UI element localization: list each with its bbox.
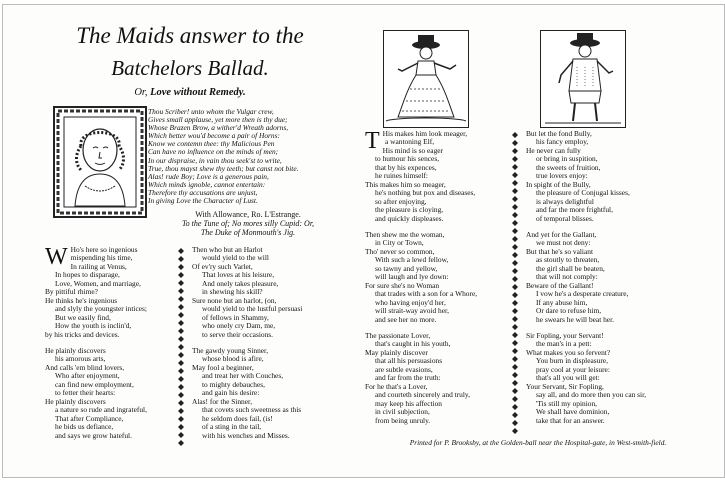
ballad-line-text: In spight of the Bully, — [526, 179, 591, 189]
prologue-verse — [148, 108, 343, 205]
ballad-line-text: who onely cry Dam, me, — [202, 321, 276, 331]
ballad-line-text: He plainly discovers — [45, 396, 106, 406]
ballad-line-text: But that he's so valiant — [526, 246, 594, 256]
ballad-line-text: and slyly the youngster intices; — [55, 304, 147, 314]
printer-colophon: Printed for P. Brooksby, at the Golden-ball near the Hospital-gate, in West-smith-field. — [409, 438, 667, 447]
ballad-line-text: For sure she's no Woman — [365, 280, 440, 290]
ballad-line-text: and see her no more. — [375, 314, 437, 324]
ballad-line-text: pray cool at your leisure: — [536, 364, 610, 374]
ballad-line-text: The passionate Lover, — [365, 330, 431, 340]
ballad-line-text: May fool a beginner, — [192, 362, 254, 372]
ballad-line-text: Alas! for the Sinner, — [192, 396, 253, 406]
ballad-line-text: What makes you so fervent? — [526, 347, 611, 357]
verse-line: Know we contemn thee: thy Malicious Pen — [148, 139, 275, 149]
ballad-line-text: This makes him so meager, — [365, 179, 446, 189]
ballad-line-text: How the youth is inclin'd, — [55, 321, 132, 331]
ballad-line-text: And calls 'em blind lovers, — [45, 362, 125, 372]
ballad-line-text: and far from the truth: — [375, 373, 441, 383]
ballad-line-text: are subtle evasions, — [375, 364, 433, 374]
ballad-line-text: And onely takes pleasure, — [202, 278, 279, 288]
ballad-line-text: in shewing his skill? — [202, 287, 263, 297]
tune-line: To the Tune of; No mores silly Cupid: Or, — [181, 219, 315, 228]
ballad-line-text: That loves at his leisure, — [202, 270, 275, 280]
ballad-line-text: His makes him look meager, — [382, 129, 468, 138]
ballad-line-text: the girl shall be beaten, — [536, 263, 605, 273]
ballad-line — [365, 417, 510, 425]
verse-line: Which better wou'd become a pair of Horns: — [148, 131, 280, 141]
ballad-line-text: say all, and do more then you can sir, — [536, 390, 647, 400]
ballad-line — [365, 215, 510, 223]
ballad-line-text: in civil subjection, — [375, 407, 430, 417]
ballad-line-text: by his tricks and devices. — [45, 329, 120, 339]
ballad-line — [526, 215, 706, 223]
maid-portrait-woodcut — [53, 106, 147, 218]
licence-line: With Allowance, Ro. L'Estrange. — [195, 210, 301, 219]
ballad-line — [45, 432, 175, 440]
drop-cap: W — [45, 244, 68, 270]
ballad-line-text: Your Servant, Sir Fopling, — [526, 381, 604, 391]
ballad-line-text: a wantoning Elf, — [385, 137, 435, 147]
ballad-line-text: the sweets of fruition, — [536, 162, 601, 172]
ballad-line-text: will laugh and lye down: — [375, 272, 449, 282]
ballad-title-line2: Batchelors Ballad. — [111, 56, 269, 80]
verse-line: In giving Love the Character of Lust. — [148, 196, 258, 206]
ballad-line-text: so after enjoying, — [375, 196, 427, 206]
ballad-line-text: the pleasure is cloying, — [375, 205, 444, 215]
man-figure-woodcut — [540, 30, 626, 128]
ballad-line-text: true lovers enjoy: — [536, 171, 588, 181]
ballad-line — [45, 331, 175, 339]
ballad-line-text: whose blood is afire, — [202, 354, 264, 364]
ballad-line-text: of temporal blisses. — [536, 213, 594, 223]
verse-line: In our dispraise, in vain thou seek'st to write, — [148, 155, 282, 165]
ballad-line-text: that trades with a son for a Whore, — [375, 289, 478, 299]
ornament-border-right — [511, 130, 519, 440]
ballad-line-text: will strait-way avoid her, — [375, 306, 449, 316]
ballad-line-text: If any abuse him, — [536, 297, 588, 307]
ballad-line-text: With such a lewd fellow, — [375, 255, 449, 265]
ballad-title-line1: The Maids answer to the — [76, 23, 304, 48]
ballad-line-text: I vow he's a desperate creature, — [536, 289, 629, 299]
ballad-line-text: He never can fully — [526, 145, 581, 155]
ballad-line-text: and gain his desire: — [202, 388, 260, 398]
tune-line-2: The Duke of Monmouth's Jig. — [200, 228, 296, 237]
ballad-line-text: Beware of the Gallant! — [526, 280, 594, 290]
ballad-line-text: to serve their occasions. — [202, 329, 274, 339]
ballad-line-text: We shall have dominion, — [536, 407, 610, 417]
ballad-line-text: he seldom does fail, (is! — [202, 413, 273, 423]
ballad-line-text: he ruines himself: — [375, 171, 428, 181]
ballad-line-text: In railing at Venus, — [70, 261, 127, 271]
ballad-line — [192, 331, 352, 339]
ballad-line-text: to fetter their hearts: — [55, 388, 116, 398]
ballad-line-text: of fellows in Shammy, — [202, 312, 269, 322]
ballad-line-text: to mighty debauches, — [202, 379, 266, 389]
ballad-subtitle: Or, Love without Remedy. — [134, 87, 246, 98]
verse-line: Alas! rude Boy; Love is a generous pain, — [148, 171, 269, 181]
ballad-line — [365, 316, 510, 324]
ballad-line-text: that will not comply: — [536, 272, 598, 282]
verse-line: Therefore thy accusations are unjust, — [148, 187, 258, 197]
ballad-line-text: By pittiful rhime? — [45, 287, 98, 297]
ballad-line-text: from being unruly. — [375, 415, 431, 425]
licence-and-tune — [148, 210, 348, 237]
ballad-line-text: take that for an answer. — [536, 415, 605, 425]
ballad-line-text: That after Compliance, — [55, 413, 124, 423]
ballad-line-text: that covets such sweetness as this — [202, 405, 302, 415]
ballad-line-text: Or dare to refuse him, — [536, 306, 602, 316]
ballad-line-text: would yield to the will — [202, 253, 269, 263]
drop-cap: T — [365, 128, 380, 154]
stanza-column-2 — [192, 246, 352, 440]
ballad-line-text: mispending his time, — [70, 253, 133, 263]
ballad-line-text: Love, Women, and marriage, — [55, 278, 141, 288]
ballad-line-text: Then shew me the woman, — [365, 229, 445, 239]
ballad-line-text: may keep his affection — [375, 398, 442, 408]
ballad-line-text: that's caught in his youth, — [375, 339, 451, 349]
ballad-line-text: Ho's here so ingenious — [70, 245, 138, 254]
woman-figure-woodcut — [383, 30, 469, 128]
ballad-line-text: His mind is so eager — [382, 145, 444, 155]
ballad-line-text: in City or Town, — [375, 238, 424, 248]
ballad-line-text: his amorous arts, — [55, 354, 106, 364]
stanza-column-3 — [365, 130, 510, 425]
stanza-column-4 — [526, 130, 706, 425]
ballad-line-text: his fancy employ, — [536, 137, 589, 147]
ballad-line-text: he's nothing but pox and diseases, — [375, 188, 476, 198]
ballad-line-text: he swears he will beat her. — [536, 314, 614, 324]
ballad-line-text: Of ev'ry such Varlet, — [192, 261, 253, 271]
ornament-border-left — [177, 246, 185, 446]
ballad-line-text: But let the fond Bully, — [526, 129, 592, 138]
ballad-line-text: and courteth sincerely and truly, — [375, 390, 470, 400]
verse-line: Can have no influence on the minds of men; — [148, 147, 279, 157]
ballad-line-text: a nature so rude and ingrateful, — [55, 405, 147, 415]
ballad-line-text: as stoutly to threaten, — [536, 255, 600, 265]
ballad-line-text: or bring in suspition, — [536, 154, 598, 164]
ballad-line-text: and says we grow hateful. — [55, 430, 132, 440]
ballad-line-text: In hopes to disparage, — [55, 270, 120, 280]
ballad-line-text: can find new employment, — [55, 379, 134, 389]
ballad-line-text: is always delightful — [536, 196, 594, 206]
verse-line: True, thou mayst shew thy teeth; but canst not bite. — [148, 163, 299, 173]
verse-line: Thou Scriber! unto whom the Vulgar crew, — [148, 107, 274, 116]
ballad-line — [526, 316, 706, 324]
ballad-line-text: that all his persuasions — [375, 356, 443, 366]
ballad-line-text: we must not deny: — [536, 238, 591, 248]
ballad-line-text: that by his expences, — [375, 162, 437, 172]
ballad-line-text: the pleasure of Conjugal kisses, — [536, 188, 630, 198]
ballad-line-text: Sure none but an harlot, (on, — [192, 295, 277, 305]
ballad-line-text: For he that's a Lover, — [365, 381, 428, 391]
ballad-line-text: You burn in displeasure, — [536, 356, 608, 366]
ballad-line-text: But we easily find, — [55, 312, 111, 322]
ballad-line-text: and far the more frightful, — [536, 205, 613, 215]
ballad-line-text: and quickly displeases. — [375, 213, 444, 223]
ballad-line-text: would yield to the lustful persuasi — [202, 304, 303, 314]
ballad-line-text: Tho' never so common, — [365, 246, 435, 256]
ballad-line-text: the man's in a pett: — [536, 339, 592, 349]
ballad-line — [192, 432, 352, 440]
ballad-line-text: who having enjoy'd her, — [375, 297, 446, 307]
ballad-line-text: and treat her with Couches, — [202, 371, 284, 381]
ballad-line-text: And yet for the Gallant, — [526, 229, 597, 239]
ballad-line-text: He plainly discovers — [45, 345, 106, 355]
ballad-line-text: Then who but an Harlot — [192, 245, 263, 254]
verse-line: Which minds ignoble, cannot entertain: — [148, 179, 266, 189]
ballad-line-text: He thinks he's ingenious — [45, 295, 118, 305]
verse-line: Gives small applause, yet more then is thy due; — [148, 115, 288, 125]
ballad-line-text: The gawdy young Sinner, — [192, 345, 269, 355]
ballad-line — [526, 417, 706, 425]
ballad-line-text: he bids us defiance, — [55, 422, 114, 432]
ballad-line-text: to humour his sences, — [375, 154, 440, 164]
stanza-column-1 — [45, 246, 175, 440]
ballad-line-text: so tawny and yellow, — [375, 263, 438, 273]
ballad-line-text: Who after enjoyment, — [55, 371, 120, 381]
verse-line: Whose Brazen Brow, a wither'd Wreath adorns, — [148, 123, 289, 133]
ballad-line-text: of a sting in the tail, — [202, 422, 262, 432]
ballad-line-text: 'Tis still my opinion, — [536, 398, 598, 408]
ballad-line-text: that's all you will get: — [536, 373, 600, 383]
ballad-line-text: with his wenches and Misses. — [202, 430, 290, 440]
ballad-line-text: Sir Fopling, your Servant! — [526, 330, 604, 340]
ballad-line-text: May plainly discover — [365, 347, 428, 357]
